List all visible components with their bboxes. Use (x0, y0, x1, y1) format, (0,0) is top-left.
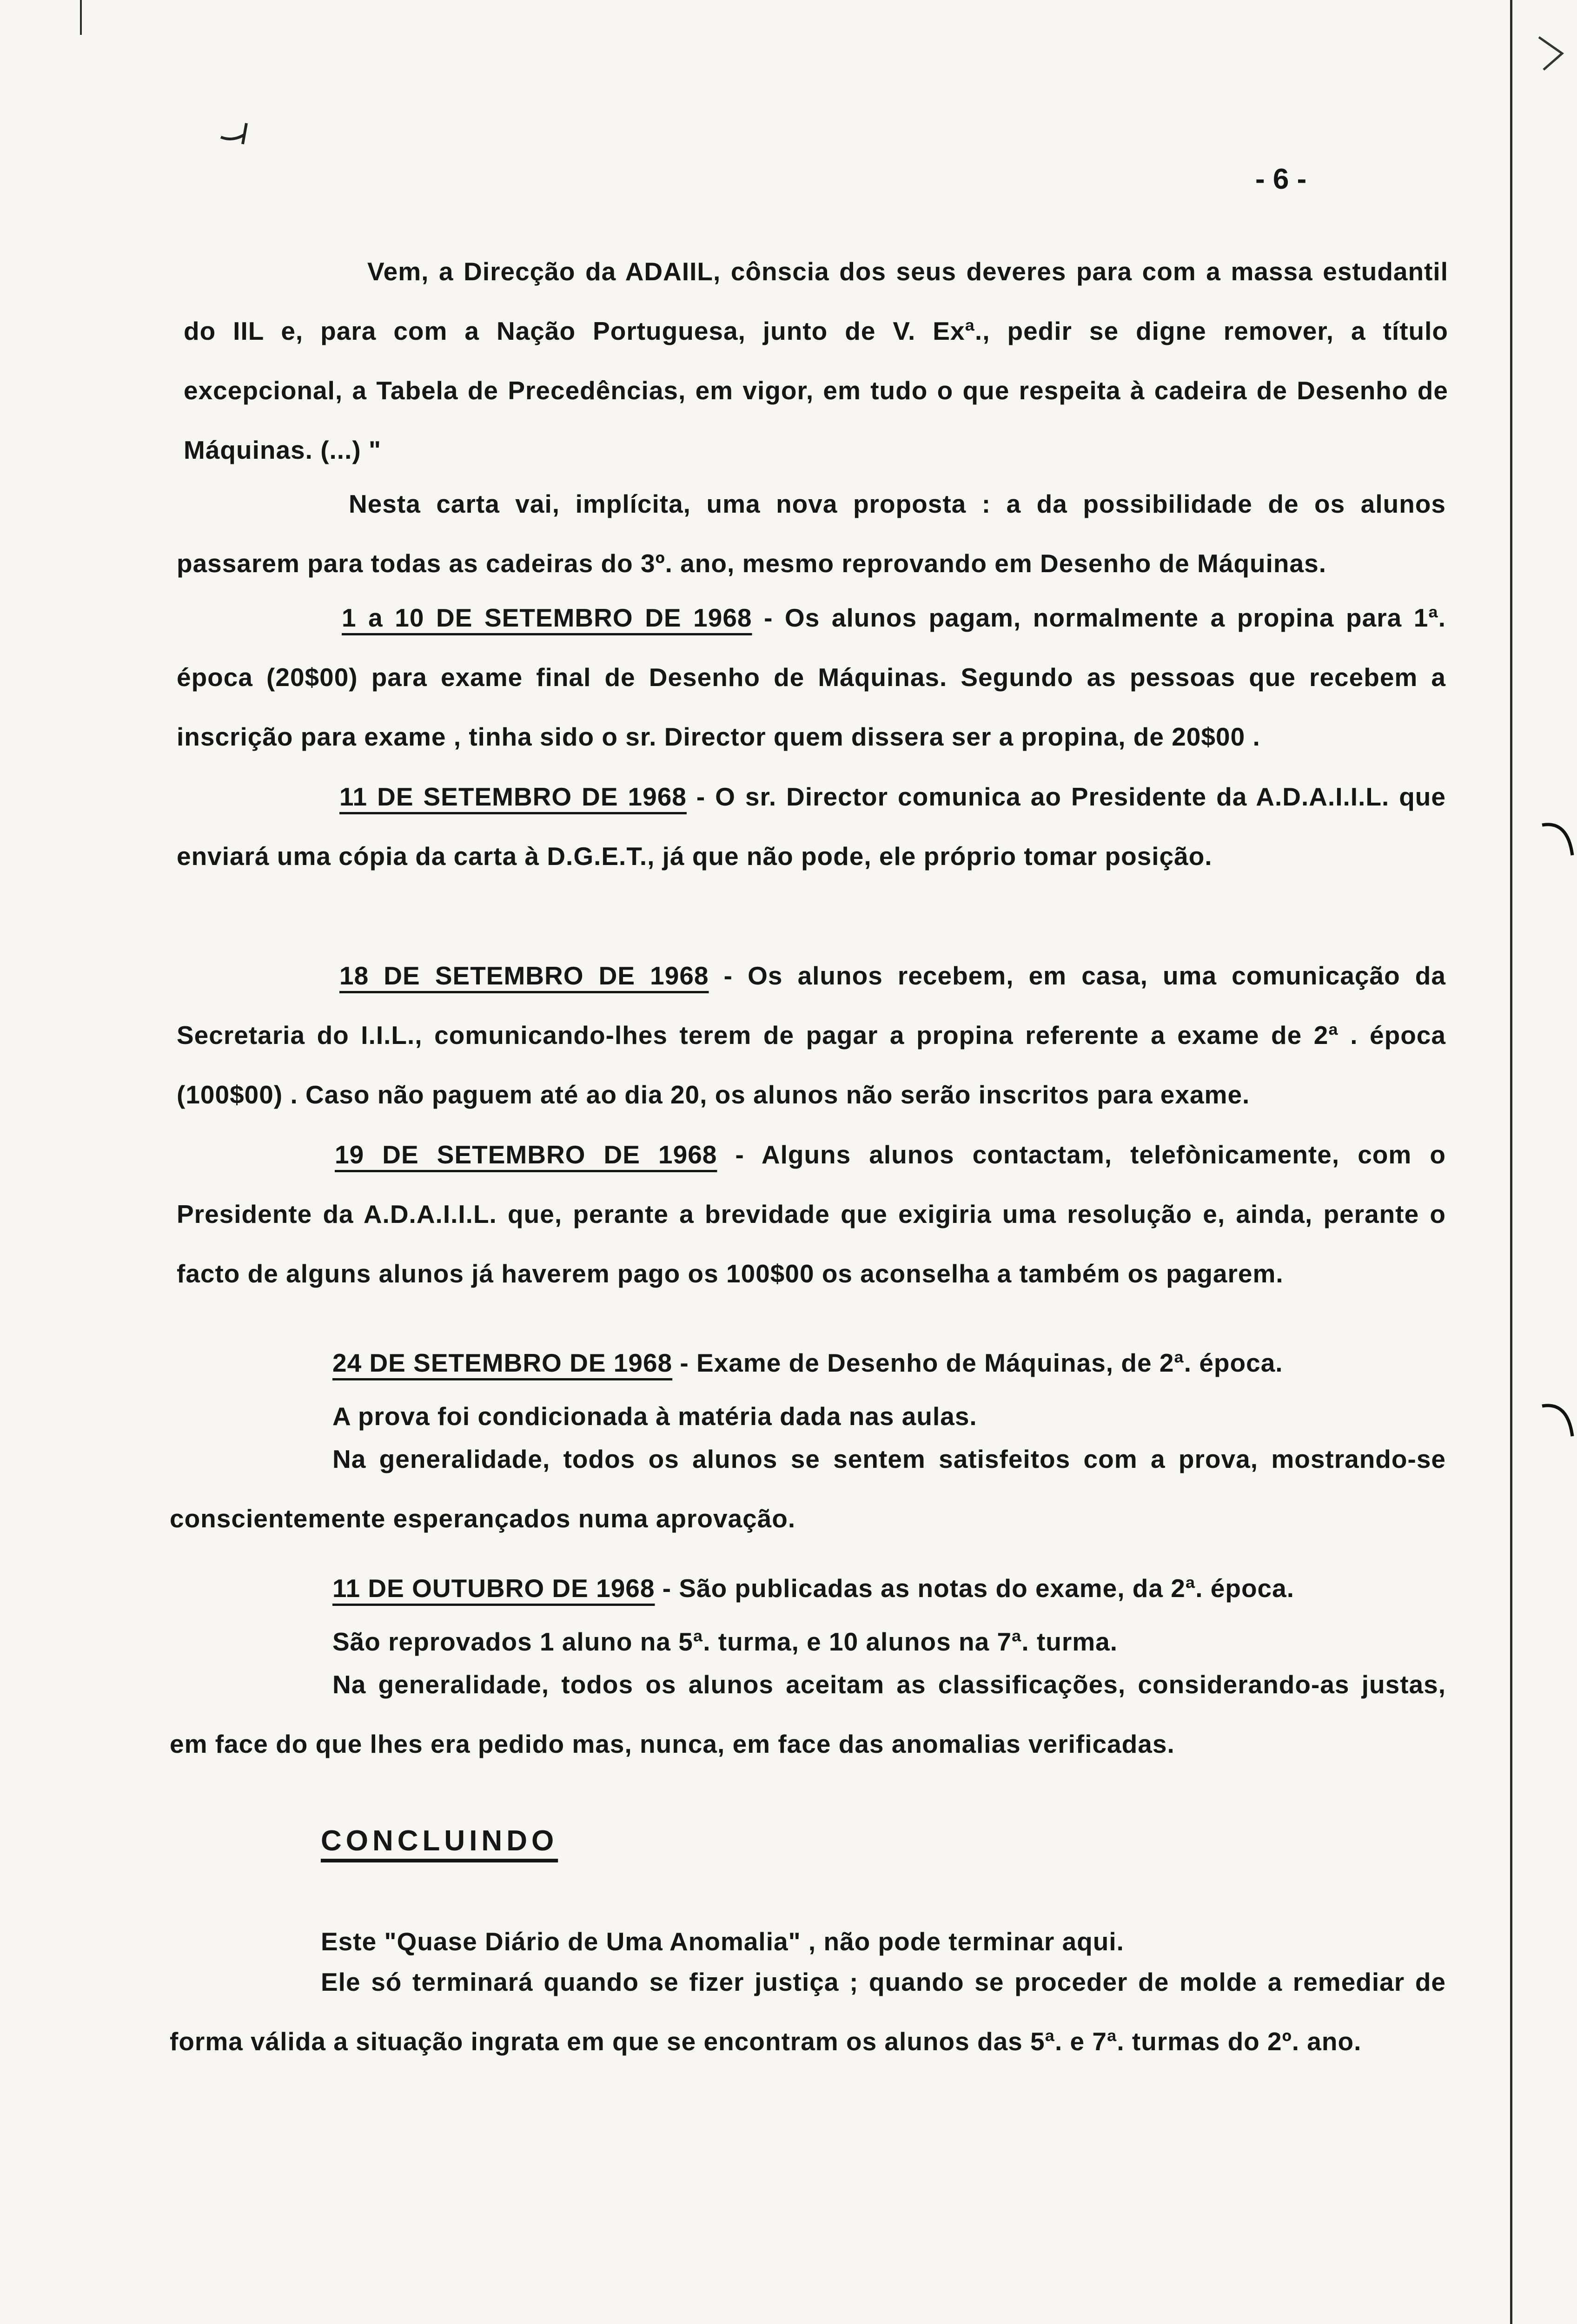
entry-1-10-september (177, 588, 1446, 766)
entry-date: 1 a 10 DE SETEMBRO DE 1968 (342, 603, 752, 632)
paragraph-text: Ele só terminará quando se fizer justiça ; quando se proceder de molde a remediar de forma válida a situação ingrata em que se encontram os alunos das 5ª. e 7ª. turmas do 2º. ano. (170, 1967, 1446, 2056)
page-number: - 6 - (1255, 163, 1307, 195)
section-heading-concluindo: CONCLUINDO (321, 1825, 558, 1857)
binder-hole-top (1540, 818, 1577, 860)
entry-date: 11 DE SETEMBRO DE 1968 (339, 782, 687, 811)
entry-11-september (177, 767, 1446, 886)
entry-text: - O sr. Director comunica ao Presidente da A.D.A.I.I.L. que enviará uma cópia da carta à D.G.E.T., já que não pode, ele próprio tomar posição. (177, 782, 1446, 871)
entry-date: 11 DE OUTUBRO DE 1968 (332, 1574, 655, 1603)
entry-18-september (177, 946, 1446, 1124)
paragraph-request (184, 242, 1448, 480)
entry-text: - Exame de Desenho de Máquinas, de 2ª. época. (672, 1348, 1283, 1377)
entry-11-october (332, 1573, 1294, 1603)
entry-text: - Os alunos recebem, em casa, uma comunicação da Secretaria do I.I.L., comunicando-lhes terem de pagar a propina referente a exame de 2ª . época (100$00) . Caso não paguem até ao dia 20, os alunos não serão inscritos para exame. (177, 961, 1446, 1109)
left-margin-line (80, 0, 82, 35)
entry-24-september (332, 1348, 1283, 1378)
paragraph-text: Nesta carta vai, implícita, uma nova proposta : a da possibilidade de os alunos passarem para todas as cadeiras do 3º. ano, mesmo reprovando em Desenho de Máquinas. (177, 489, 1446, 578)
paragraph-classifications (170, 1655, 1446, 1774)
entry-text: - São publicadas as notas do exame, da 2ª. época. (655, 1574, 1295, 1603)
entry-11-october-line-2: São reprovados 1 aluno na 5ª. turma, e 10 alunos na 7ª. turma. (332, 1627, 1118, 1656)
entry-date: 19 DE SETEMBRO DE 1968 (335, 1140, 717, 1169)
binder-hole-bottom (1540, 1399, 1577, 1441)
paragraph-text: Na generalidade, todos os alunos aceitam as classificações, considerando-as justas, em face do que lhes era pedido mas, nunca, em face das anomalias verificadas. (170, 1670, 1446, 1758)
entry-date: 18 DE SETEMBRO DE 1968 (339, 961, 709, 990)
paragraph-proposal (177, 474, 1446, 593)
entry-text: - Alguns alunos contactam, telefònicamente, com o Presidente da A.D.A.I.I.L. que, perante a brevidade que exigiria uma resolução e, ainda, perante o facto de alguns alunos já haverem pago os 100$00 os aconselha a também os pagarem. (177, 1140, 1446, 1288)
entry-19-september (177, 1125, 1446, 1303)
right-margin-line (1510, 0, 1512, 2324)
entry-date: 24 DE SETEMBRO DE 1968 (332, 1348, 673, 1377)
entry-text: - Os alunos pagam, normalmente a propina para 1ª. época (20$00) para exame final de Desenho de Máquinas. Segundo as pessoas que recebem a inscrição para exame , tinha sido o sr. Director quem dissera ser a propina, de 20$00 . (177, 603, 1446, 751)
entry-24-september-line-2: A prova foi condicionada à matéria dada nas aulas. (332, 1402, 977, 1431)
paragraph-text: Na generalidade, todos os alunos se sentem satisfeitos com a prova, mostrando-se conscientemente esperançados numa aprovação. (170, 1445, 1446, 1533)
paragraph-conclusion (170, 1952, 1446, 2071)
paragraph-exam-satisfaction (170, 1429, 1446, 1548)
paragraph-not-end: Este "Quase Diário de Uma Anomalia" , não pode terminar aqui. (321, 1927, 1124, 1956)
paragraph-text: Vem, a Direcção da ADAIIL, cônscia dos seus deveres para com a massa estudantil do IIL e, para com a Nação Portuguesa, junto de V. Exª., pedir se digne remover, a título excepcional, a Tabela de Precedências, em vigor, em tudo o que respeita à cadeira de Desenho de Máquinas. (...) " (184, 257, 1448, 464)
corner-tick-mark (1534, 33, 1571, 79)
initials-scribble (219, 116, 270, 149)
